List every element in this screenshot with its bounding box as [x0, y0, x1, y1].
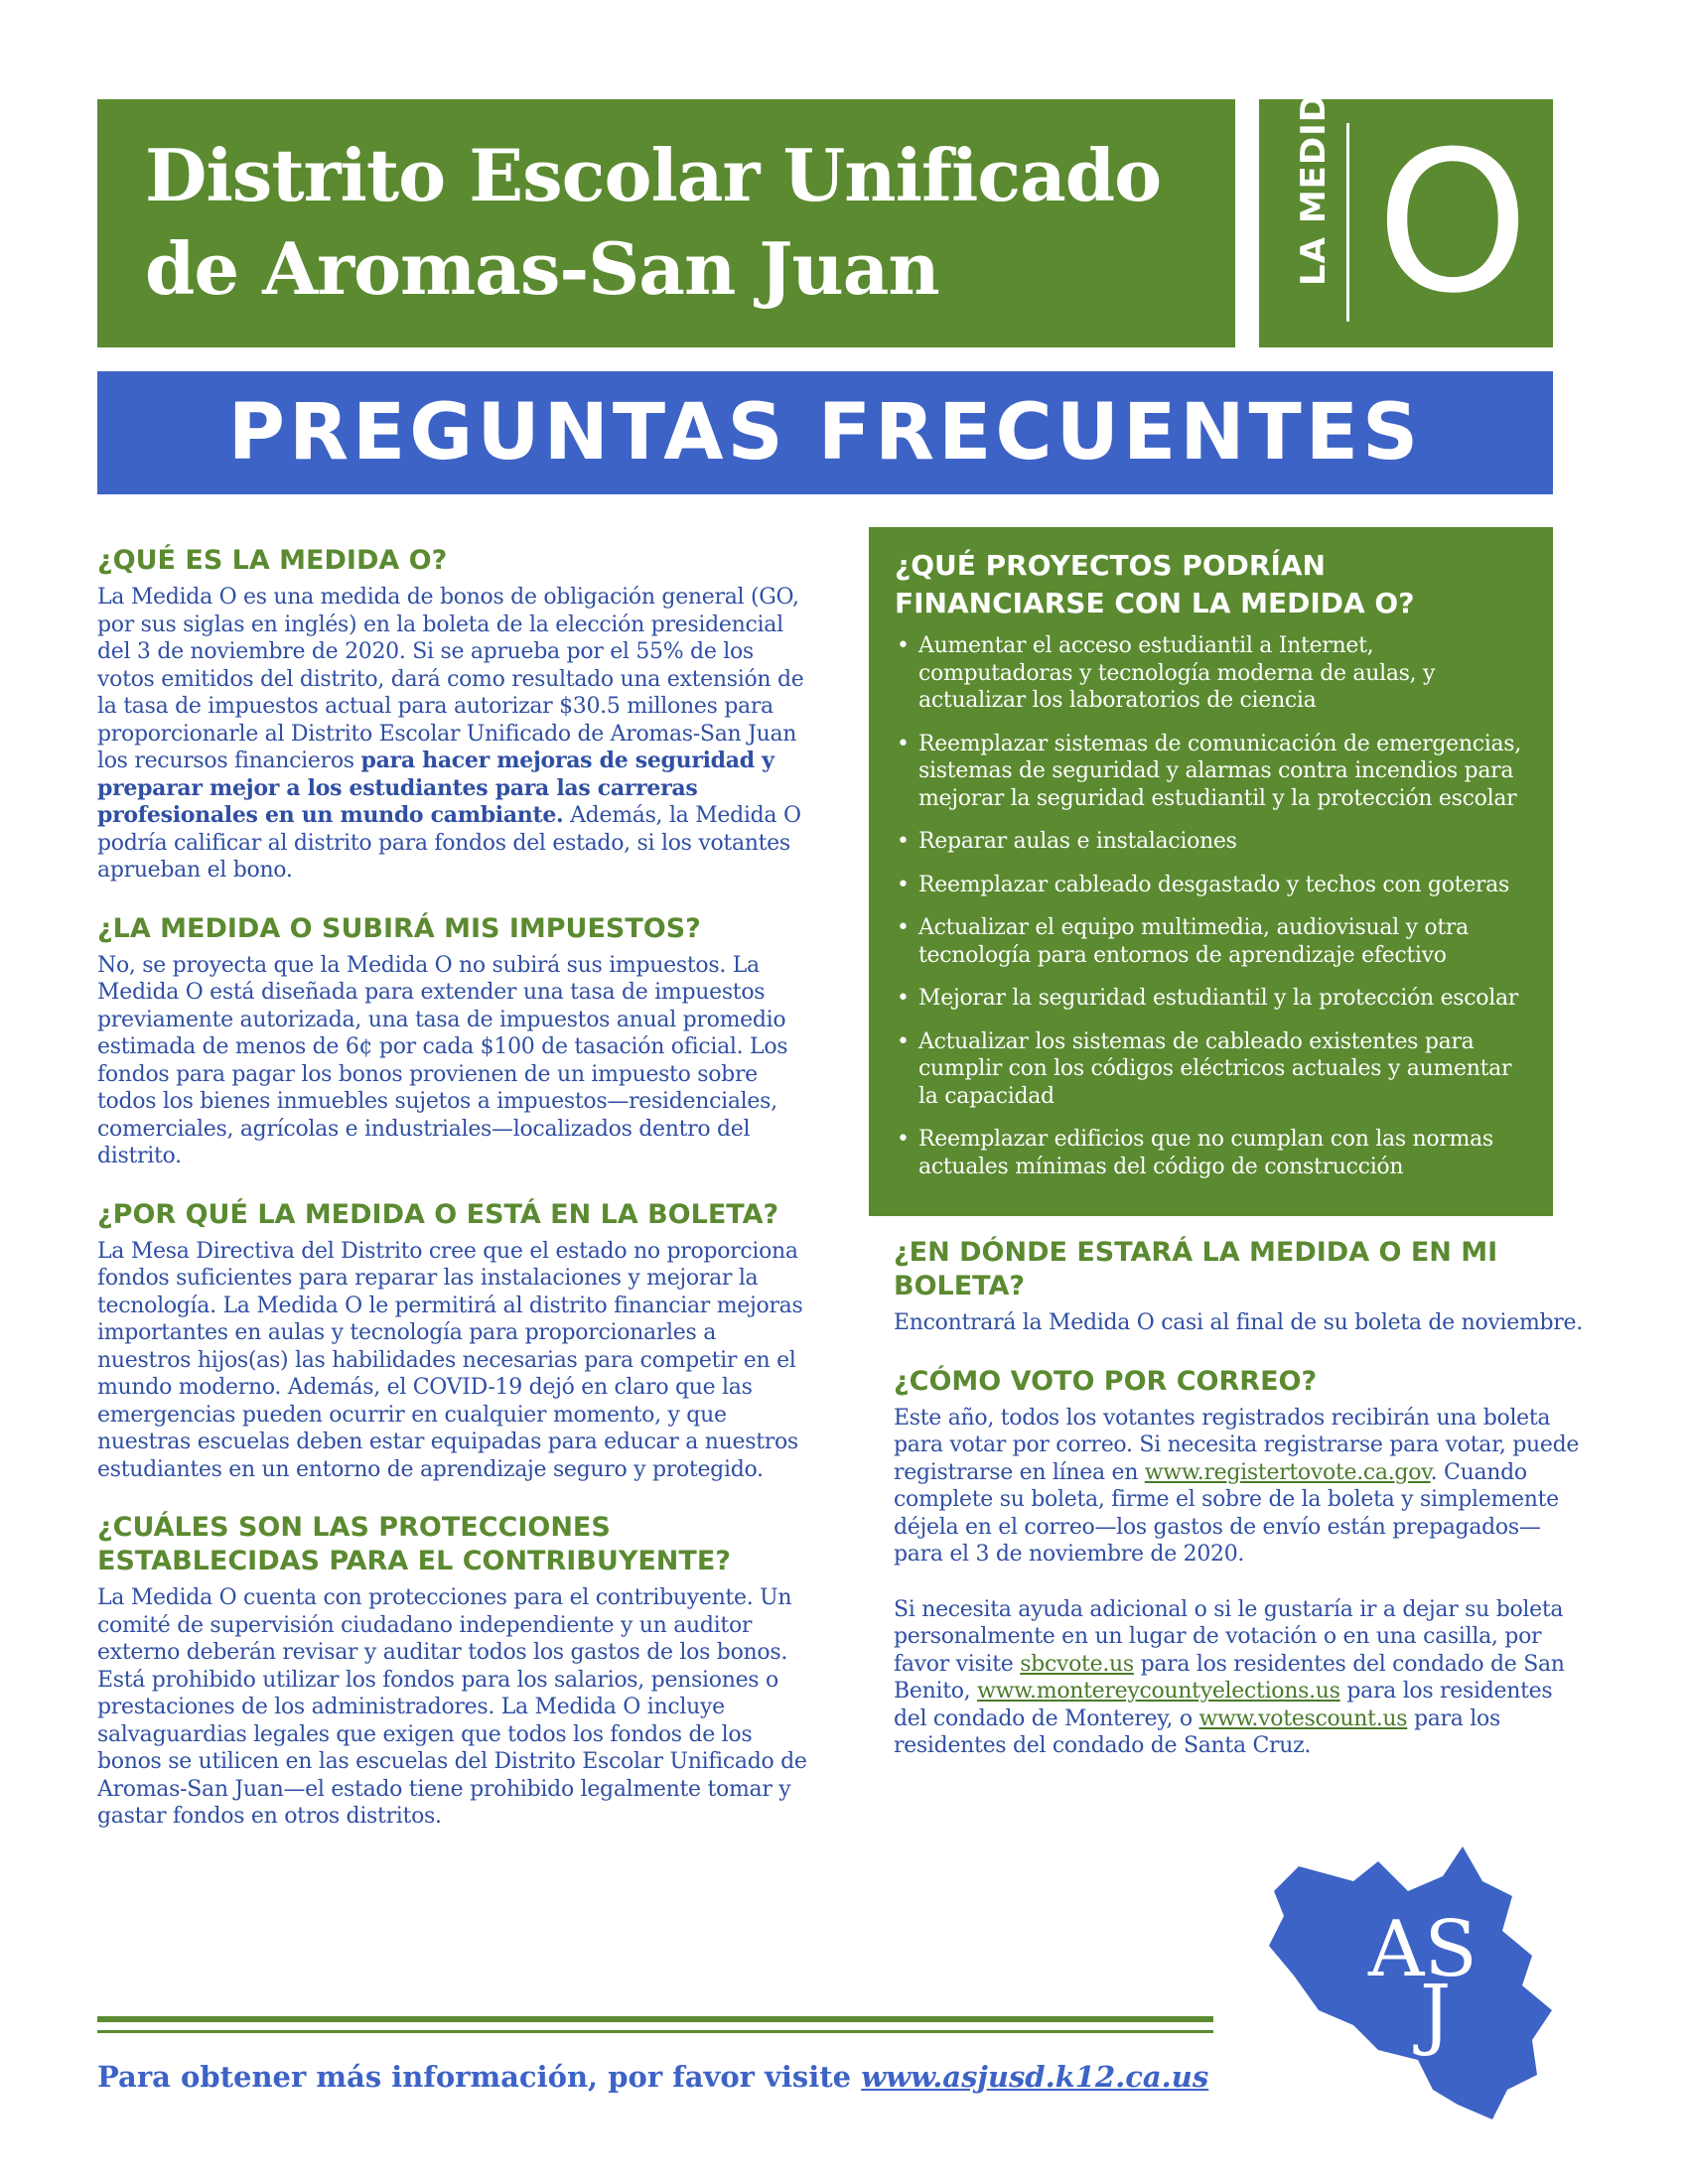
body-text: Además, la Medida O podría calificar al distrito para fondos del estado, si los votantes aprueban el bono.: [97, 803, 801, 883]
footer-divider: [97, 2030, 1213, 2033]
section-body: [894, 1596, 1589, 1760]
section-que-es: [97, 544, 812, 885]
measure-badge: [1259, 66, 1553, 347]
body-text: para los residentes del condado de San Benito,: [894, 1651, 1565, 1704]
votescount-link[interactable]: www.votescount.us: [1198, 1706, 1408, 1731]
faq-banner: PREGUNTAS FRECUENTES: [97, 371, 1553, 494]
section-heading: ¿EN DÓNDE ESTARÁ LA MEDIDA O EN MI BOLETA?: [894, 1237, 1498, 1301]
section-correo: [894, 1365, 1589, 1760]
body-bold-text: para hacer mejoras de seguridad y preparar mejor a los estudiantes para las carreras profesionales en un mundo cambiante.: [97, 748, 774, 828]
right-column: [894, 1236, 1589, 1788]
badge-divider: [1346, 123, 1349, 322]
list-item: • Reparar aulas e instalaciones: [895, 828, 1527, 856]
section-heading: ¿POR QUÉ LA MEDIDA O ESTÁ EN LA BOLETA?: [97, 1198, 779, 1230]
header-title-block: [97, 99, 1235, 347]
section-heading: ¿CUÁLES SON LAS PROTECCIONES ESTABLECIDAS PARA EL CONTRIBUYENTE?: [97, 1512, 731, 1576]
list-item: • Reemplazar cableado desgastado y techos con goteras: [895, 872, 1527, 899]
list-item: • Aumentar el acceso estudiantil a Internet, computadoras y tecnología moderna de aulas, y actualizar los laboratorios de ciencia: [895, 632, 1527, 715]
section-body: [894, 1405, 1589, 1569]
list-item: • Reemplazar edificios que no cumplan con las normas actuales mínimas del código de construcción: [895, 1126, 1527, 1180]
monterey-link[interactable]: www.montereycountyelections.us: [977, 1679, 1340, 1704]
section-protecciones: [97, 1511, 812, 1831]
body-text: para los residentes del condado de Monterey, o: [894, 1679, 1553, 1731]
footer-link[interactable]: www.asjusd.k12.ca.us: [861, 2060, 1209, 2094]
list-item: • Mejorar la seguridad estudiantil y la protección escolar: [895, 985, 1527, 1013]
asj-logo: [1259, 1837, 1557, 2124]
list-item: • Actualizar el equipo multimedia, audiovisual y otra tecnología para entornos de aprendizaje efectivo: [895, 914, 1527, 969]
body-text: Este año, todos los votantes registrados recibirán una boleta para votar por correo. Si necesita registrarse para votar, puede registrarse en línea en: [894, 1405, 1580, 1485]
section-heading: ¿QUÉ ES LA MEDIDA O?: [97, 545, 448, 576]
section-body: Encontrará la Medida O casi al final de su boleta de noviembre.: [894, 1310, 1583, 1335]
section-body: No, se proyecta que la Medida O no subirá sus impuestos. La Medida O está diseñada para extender una tasa de impuestos previamente autorizada, una tasa de impuestos anual promedio estimada de menos de 6¢ por cada $100 de tasación oficial. Los fondos para pagar los bonos provienen de un impuesto sobre todos los bienes inmuebles sujetos a impuestos—residenciales, comerciales, agrícolas e industriales—localizados dentro del distrito.: [97, 952, 788, 1168]
page-title: [145, 129, 1161, 316]
title-line-1: Distrito Escolar Unificado: [145, 133, 1162, 217]
section-impuestos: [97, 912, 812, 1170]
section-donde: [894, 1236, 1589, 1337]
section-heading: ¿QUÉ PROYECTOS PODRÍAN FINANCIARSE CON LA MEDIDA O?: [895, 549, 1415, 619]
body-text: La Medida O es una medida de bonos de obligación general (GO, por sus siglas en inglés) en la boleta de la elección presidencial del 3 de noviembre de 2020. Si se aprueba por el 55% de los votos emitidos del distrito, dará como resultado una extensión de la tasa de impuestos actual para autorizar $30.5 millones para proporcionarle al Distrito Escolar Unificado de Aromas-San Juan los recursos financieros: [97, 585, 804, 773]
section-heading: ¿CÓMO VOTO POR CORREO?: [894, 1365, 1318, 1397]
section-por-que: [97, 1198, 812, 1484]
section-heading: ¿LA MEDIDA O SUBIRÁ MIS IMPUESTOS?: [97, 912, 701, 944]
logo-as: AS: [1368, 1905, 1477, 1994]
section-body: La Mesa Directiva del Distrito cree que el estado no proporciona fondos suficientes para reparar las instalaciones y mejorar la tecnología. La Medida O le permitirá al distrito financiar mejoras importantes en aulas y tecnología para proporcionarles a nuestros hijos(as) las habilidades necesarias para competir en el mundo moderno. Además, el COVID-19 dejó en claro que las emergencias pueden ocurrir en cualquier momento, y que nuestras escuelas deben estar equipadas para educar a nuestros estudiantes en un entorno de aprendizaje seguro y protegido.: [97, 1238, 803, 1482]
body-text: . Cuando complete su boleta, firme el sobre de la boleta y simplemente déjela en el correo—los gastos de envío están prepagados—para el 3 de noviembre de 2020.: [894, 1459, 1559, 1567]
logo-j: J: [1420, 1970, 1452, 2059]
footer: [97, 2060, 1208, 2094]
list-item: • Reemplazar sistemas de comunicación de emergencias, sistemas de seguridad y alarmas contra incendios para mejorar la seguridad estudiantil y la protección escolar: [895, 731, 1527, 813]
sbcvote-link[interactable]: sbcvote.us: [1020, 1651, 1134, 1677]
list-item: • Actualizar los sistemas de cableado existentes para cumplir con los códigos eléctricos actuales y aumentar la capacidad: [895, 1028, 1527, 1111]
left-column: [97, 544, 812, 1858]
projects-box: [869, 527, 1553, 1216]
section-body: La Medida O cuenta con protecciones para el contribuyente. Un comité de supervisión ciudadano independiente y un auditor externo deberán revisar y auditar todos los gastos de los bonos. Está prohibido utilizar los fondos para los salarios, pensiones o prestaciones de los administradores. La Medida O incluye salvaguardias legales que exigen que todos los fondos de los bonos se utilicen en las escuelas del Distrito Escolar Unificado de Aromas-San Juan—el estado tiene prohibido legalmente tomar y gastar fondos en otros distritos.: [97, 1585, 807, 1829]
title-line-2: de Aromas-San Juan: [145, 226, 939, 311]
body-text: Si necesita ayuda adicional o si le gustaría ir a dejar su boleta personalmente en un lugar de votación o en una casilla, por favor visite: [894, 1596, 1564, 1677]
projects-list: [895, 632, 1527, 1180]
section-body: [97, 584, 812, 885]
badge-label: LA MEDIDA: [1294, 66, 1334, 286]
body-text: para los residentes del condado de Santa Cruz.: [894, 1706, 1500, 1758]
footer-label: Para obtener más información, por favor visite: [97, 2060, 862, 2094]
badge-letter: O: [1375, 110, 1530, 337]
register-link[interactable]: www.registertovote.ca.gov: [1144, 1459, 1431, 1485]
footer-divider: [97, 2016, 1213, 2022]
